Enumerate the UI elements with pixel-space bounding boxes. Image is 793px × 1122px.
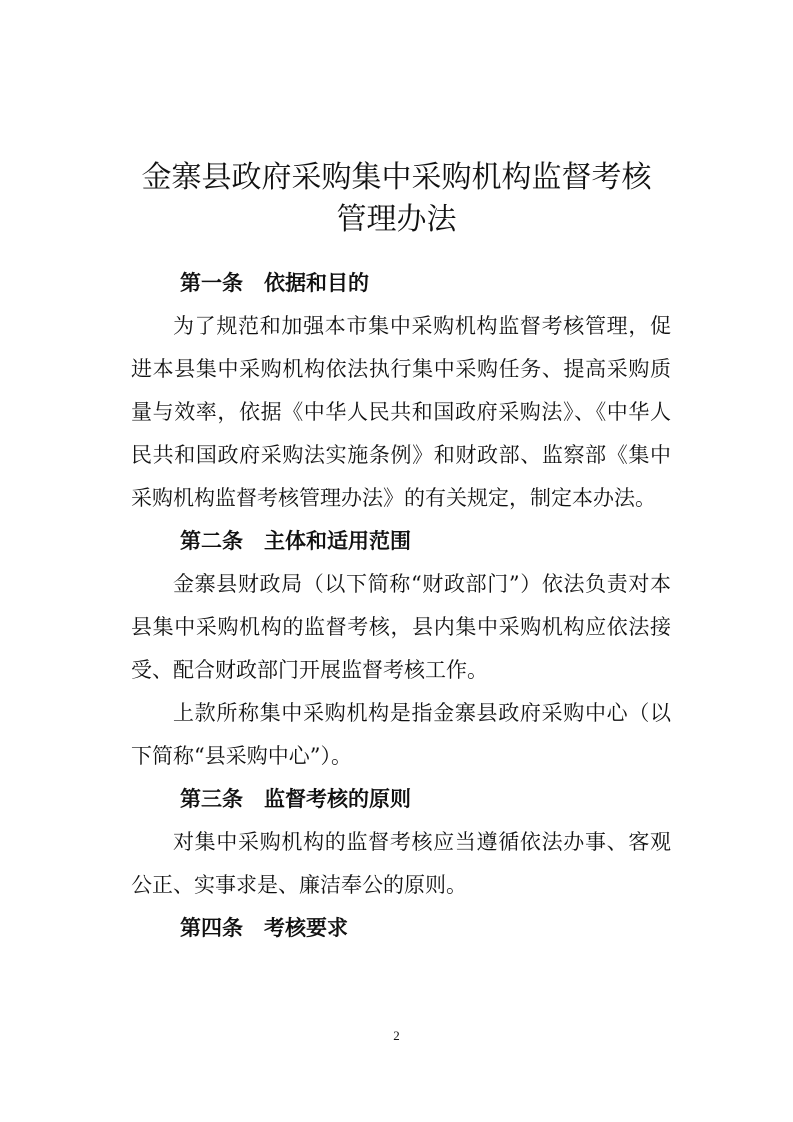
document-title-line-1: 金寨县政府采购集中采购机构监督考核 (141, 160, 652, 195)
article-3-paragraph: 对集中采购机构的监督考核应当遵循依法办事、客观公正、实事求是、廉洁奉公的原则。 (131, 830, 671, 897)
article-2-paragraph-2: 上款所称集中采购机构是指金寨县政府采购中心（以下简称“县采购中心”）。 (131, 701, 671, 768)
article-2-paragraph-1: 金寨县财政局（以下简称“财政部门”）依法负责对本县集中采购机构的监督考核，县内集中采购机构应依法接受、配合财政部门开展监督考核工作。 (131, 572, 671, 682)
article-1-heading: 第一条 依据和目的 (180, 271, 369, 295)
document-title-line-2: 管理办法 (336, 202, 457, 237)
page-number: 2 (393, 1028, 400, 1043)
article-1-paragraph: 为了规范和加强本市集中采购机构监督考核管理，促进本县集中采购机构依法执行集中采购任务、提高采购质量与效率，依据《中华人民共和国政府采购法》、《中华人民共和国政府采购法实施条例》和财政部、监察部《集中采购机构监督考核管理办法》的有关规定，制定本办法。 (131, 314, 671, 510)
article-2-heading: 第二条 主体和适用范围 (180, 529, 411, 553)
document-body (131, 262, 671, 950)
article-3-heading: 第三条 监督考核的原则 (180, 787, 411, 811)
article-4-heading: 第四条 考核要求 (180, 916, 348, 940)
